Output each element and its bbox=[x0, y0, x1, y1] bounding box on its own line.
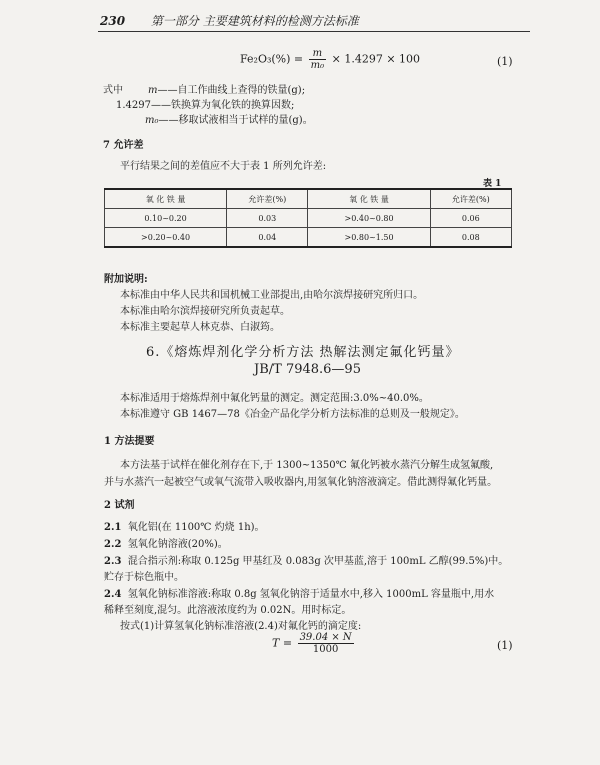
table-cell: 0.08 bbox=[430, 228, 511, 248]
table-row bbox=[105, 209, 512, 228]
section-1-title: 1 方法提要 bbox=[104, 436, 155, 447]
where-symbol: 1.4297 bbox=[116, 100, 151, 111]
section-1-line: 本方法基于试样在催化剂存在下,于 1300~1350℃ 氟化钙被水蒸汽分解生成氢氟酸, bbox=[120, 460, 494, 471]
formula2-lhs: T = bbox=[272, 636, 293, 650]
where-desc: ——自工作曲线上查得的铁量(g); bbox=[157, 85, 306, 96]
reagent-text: 氢氧化钠溶液(20%)。 bbox=[127, 539, 228, 550]
where-item bbox=[145, 111, 313, 126]
where-symbol: m bbox=[148, 85, 158, 96]
header-rule bbox=[98, 31, 530, 32]
formula1-numerator: m bbox=[309, 48, 327, 60]
formula2-numerator: 39.04 × N bbox=[299, 632, 352, 643]
reagent-text-continued: 稀释至刻度,混匀。此溶液浓度约为 0.02N。用时标定。 bbox=[104, 605, 352, 616]
formula1-lhs: Fe₂O₃(%) = bbox=[240, 52, 304, 66]
reagent-text: 混合指示剂:称取 0.125g 甲基红及 0.083g 次甲基蓝,溶于 100mL 乙醇(99.5%)中。 bbox=[127, 556, 509, 567]
table-cell: >0.40~0.80 bbox=[308, 209, 430, 228]
table-header-cell: 氧 化 铁 量 bbox=[308, 189, 430, 209]
reagent-text: 氧化铝(在 1100℃ 灼烧 1h)。 bbox=[127, 522, 265, 533]
scope-line: 本标准遵守 GB 1467—78《冶金产品化学分析方法标准的总则及一般规定》。 bbox=[120, 409, 465, 420]
table-header-row bbox=[105, 189, 512, 209]
table-header-cell: 允许差(%) bbox=[430, 189, 511, 209]
formula1-number: (1) bbox=[497, 55, 513, 68]
table-cell: >0.80~1.50 bbox=[308, 228, 430, 248]
standard-number: JB/T 7948.6—95 bbox=[254, 362, 361, 377]
running-header bbox=[100, 12, 359, 29]
table-header-cell: 允许差(%) bbox=[227, 189, 308, 209]
appendix-title: 附加说明: bbox=[104, 274, 148, 285]
standard-title: 6.《熔炼焊剂化学分析方法 热解法测定氟化钙量》 bbox=[146, 345, 460, 360]
tolerance-table bbox=[104, 188, 512, 248]
reagent-number: 2.2 bbox=[104, 539, 122, 550]
reagent-number: 2.1 bbox=[104, 522, 122, 533]
section-2-title: 2 试剂 bbox=[104, 500, 135, 511]
table-cell: >0.20~0.40 bbox=[105, 228, 227, 248]
formula2-number: (1) bbox=[497, 639, 513, 652]
where-symbol: m₀ bbox=[145, 115, 159, 126]
reagent-text-continued: 贮存于棕色瓶中。 bbox=[104, 572, 184, 583]
formula2-fraction bbox=[298, 632, 354, 655]
table-cell: 0.03 bbox=[227, 209, 308, 228]
section-7-title: 7 允许差 bbox=[103, 140, 144, 151]
page-number: 230 bbox=[100, 14, 126, 28]
table-header-cell: 氧 化 铁 量 bbox=[105, 189, 227, 209]
reagent-item bbox=[104, 585, 494, 600]
reagent-text: 氢氧化钠标准溶液:称取 0.8g 氢氧化钠溶于适量水中,移入 1000mL 容量瓶中,用水 bbox=[127, 589, 495, 600]
reagent-number: 2.4 bbox=[104, 589, 122, 600]
section-7-text: 平行结果之间的差值应不大于表 1 所列允许差: bbox=[120, 161, 327, 172]
appendix-line: 本标准由中华人民共和国机械工业部提出,由哈尔滨焊接研究所归口。 bbox=[120, 290, 424, 301]
formula2-denominator: 1000 bbox=[312, 644, 339, 655]
where-desc: ——移取试液相当于试样的量(g)。 bbox=[158, 115, 313, 126]
formula1-rhs: × 1.4297 × 100 bbox=[331, 52, 421, 66]
formula1-fraction bbox=[309, 48, 327, 71]
section-1-line: 并与水蒸汽一起被空气或氧气流带入吸收器内,用氢氧化钠溶液滴定。借此测得氟化钙量。 bbox=[104, 477, 498, 488]
reagent-item bbox=[104, 552, 508, 567]
table-cell: 0.10~0.20 bbox=[105, 209, 227, 228]
reagent-item bbox=[104, 518, 265, 533]
where-item bbox=[116, 96, 294, 111]
where-desc: ——铁换算为氧化铁的换算因数; bbox=[151, 100, 295, 111]
appendix-line: 本标准主要起草人林克恭、白淑筠。 bbox=[120, 322, 280, 333]
where-intro: 式中 bbox=[103, 85, 123, 96]
table-cell: 0.04 bbox=[227, 228, 308, 248]
scope-line: 本标准适用于熔炼焊剂中氟化钙量的测定。测定范围:3.0%~40.0%。 bbox=[120, 393, 429, 404]
table-label: 表 1 bbox=[483, 179, 502, 189]
formula1-denominator: m₀ bbox=[310, 60, 325, 71]
calc-text: 按式(1)计算氢氧化钠标准溶液(2.4)对氟化钙的滴定度: bbox=[120, 621, 362, 632]
where-item bbox=[148, 81, 305, 96]
formula-titer bbox=[272, 632, 356, 655]
reagent-item bbox=[104, 535, 228, 550]
formula-iron-oxide bbox=[240, 48, 420, 71]
appendix-line: 本标准由哈尔滨焊接研究所负责起草。 bbox=[120, 306, 290, 317]
table-row bbox=[105, 228, 512, 248]
reagent-number: 2.3 bbox=[104, 556, 122, 567]
running-title: 第一部分 主要建筑材料的检测方法标准 bbox=[150, 14, 359, 28]
table-cell: 0.06 bbox=[430, 209, 511, 228]
